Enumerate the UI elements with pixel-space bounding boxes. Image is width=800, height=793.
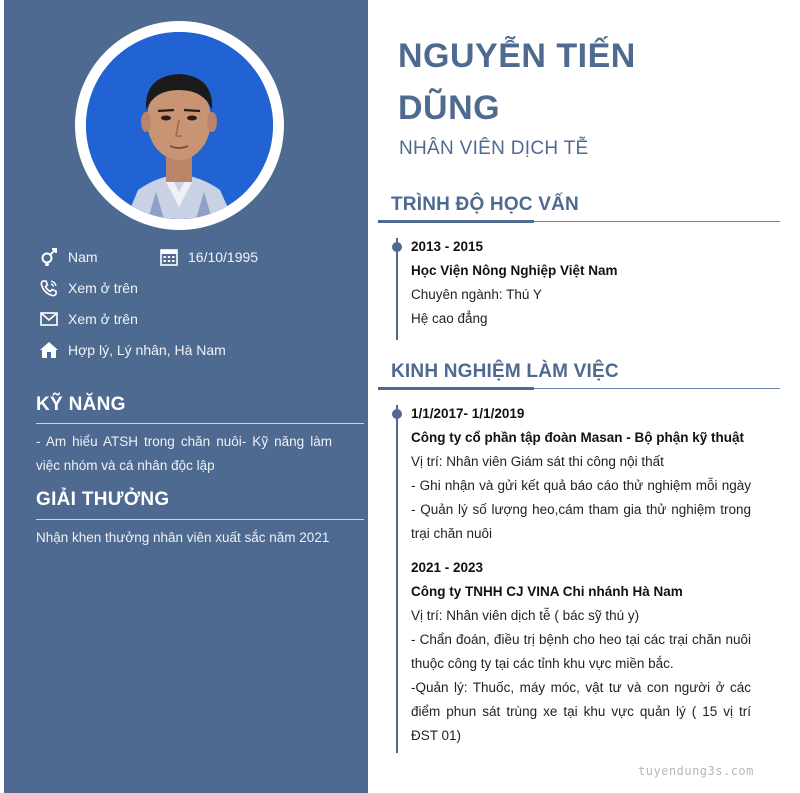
skills-text: - Am hiểu ATSH trong chăn nuôi- Kỹ năng làm việc nhóm và cá nhân độc lập	[36, 434, 332, 473]
email-value: Xem ở trên	[68, 311, 138, 327]
experience-timeline-dot	[392, 409, 402, 419]
home-icon	[38, 339, 60, 361]
job-title: NHÂN VIÊN DỊCH TỄ	[399, 138, 589, 159]
education-period: 2013 - 2015	[411, 239, 484, 254]
birthday-row	[158, 246, 258, 268]
experience-position: Vị trí: Nhân viên dịch tễ ( bác sỹ thú y)	[411, 608, 640, 623]
education-heading: TRÌNH ĐỘ HỌC VẤN	[391, 194, 579, 215]
experience-position: Vị trí: Nhân viên Giám sát thi công nội thất	[411, 454, 664, 469]
education-timeline	[396, 238, 398, 340]
envelope-icon	[38, 308, 60, 330]
calendar-icon	[158, 246, 180, 268]
watermark: tuyendung3s.com	[638, 764, 754, 778]
avatar-photo-icon	[86, 32, 273, 219]
education-timeline-dot	[392, 242, 402, 252]
email-row	[38, 308, 138, 330]
education-divider-accent	[378, 220, 534, 223]
candidate-name: NGUYỄN TIẾN DŨNG	[398, 37, 636, 127]
experience-details: - Ghi nhận và gửi kết quả báo cáo thử nghiệm mỗi ngày - Quản lý số lượng heo,cám tham gia thử nghiệm trong trại chăn nuôi	[411, 478, 751, 541]
phone-value: Xem ở trên	[68, 280, 138, 296]
experience-details: -Quản lý: Thuốc, máy móc, vật tư và con người ở các điểm phun sát trùng xe tại khu vực quản lý ( 15 vị trí ĐST 01)	[411, 680, 751, 743]
experience-details: - Chẩn đoán, điều trị bệnh cho heo tại các trại chăn nuôi thuộc công ty tại các tỉnh khu vực miền bắc.	[411, 632, 751, 671]
gender-value: Nam	[68, 249, 98, 265]
experience-divider-accent	[378, 387, 534, 390]
experience-period: 1/1/2017- 1/1/2019	[411, 406, 525, 421]
education-level: Hệ cao đẳng	[411, 311, 488, 326]
experience-company: Công ty cổ phần tập đoàn Masan - Bộ phận kỹ thuật	[411, 430, 745, 445]
birthday-value: 16/10/1995	[188, 249, 259, 265]
education-school: Học Viện Nông Nghiệp Việt Nam	[411, 263, 618, 278]
experience-heading: KINH NGHIỆM LÀM VIỆC	[391, 361, 619, 382]
education-major: Chuyên ngành: Thú Y	[411, 287, 542, 302]
address-row	[38, 339, 226, 361]
experience-company: Công ty TNHH CJ VINA Chi nhánh Hà Nam	[411, 584, 683, 599]
avatar	[86, 32, 273, 219]
gender-icon	[38, 246, 60, 268]
skills-heading: KỸ NĂNG	[36, 394, 126, 415]
gender-row	[38, 246, 98, 268]
experience-timeline	[396, 405, 398, 753]
address-value: Hợp lý, Lý nhân, Hà Nam	[68, 342, 226, 358]
awards-text: Nhận khen thưởng nhân viên xuất sắc năm 2021	[36, 530, 330, 545]
awards-divider	[36, 519, 364, 520]
awards-heading: GIẢI THƯỞNG	[36, 489, 170, 510]
experience-period: 2021 - 2023	[411, 560, 484, 575]
skills-divider	[36, 423, 364, 424]
phone-icon	[38, 277, 60, 299]
phone-row	[38, 277, 138, 299]
